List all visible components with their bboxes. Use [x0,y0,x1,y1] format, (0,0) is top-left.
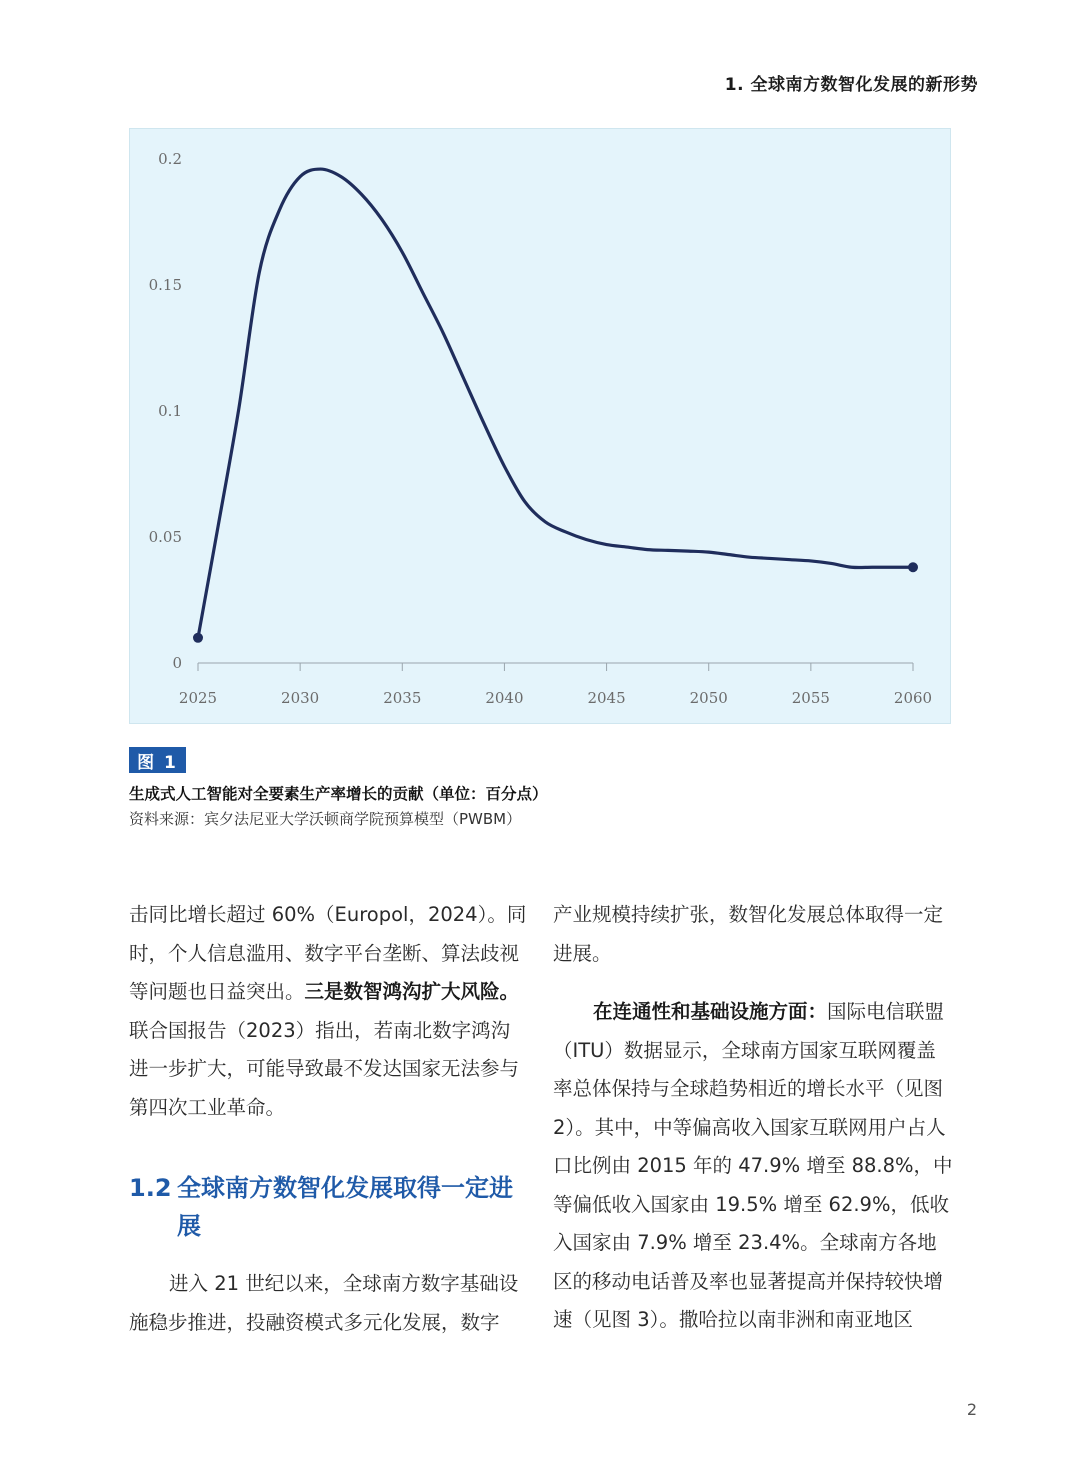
figure-title: 生成式人工智能对全要素生产率增长的贡献（单位：百分点） [129,785,548,803]
paragraph: 产业规模持续扩张，数智化发展总体取得一定进展。 [553,903,944,965]
paragraph [553,993,953,1340]
figure-source: 资料来源：宾夕法尼亚大学沃顿商学院预算模型（PWBM） [129,810,522,828]
x-tick-label: 2040 [485,689,524,707]
section-title: 全球南方数智化发展取得一定进展 [177,1174,513,1240]
x-tick-label: 2050 [689,689,728,707]
series-start-point [193,633,203,643]
x-tick-label: 2030 [281,689,320,707]
text-run: 联合国报告（2023）指出，若南北数字鸿沟进一步扩大，可能导致最不发达国家无法参与第四次工业革命。 [129,1018,520,1119]
x-tick-label: 2035 [383,689,422,707]
paragraph [129,896,529,1127]
running-head: 1. 全球南方数智化发展的新形势 [724,75,978,95]
x-tick-label: 2045 [587,689,626,707]
series-end-point [908,562,918,572]
text-run: 国际电信联盟（ITU）数据显示，全球南方国家互联网覆盖率总体保持与全球趋势相近的增长水平（见图 2）。其中，中等偏高收入国家互联网用户占人口比例由 2015 年的 47.9% 增至 88.8%，中等偏低收入国家由 19.5% 增至 62.9%，低收入国家由 7.9% 增至 23.4%。全球南方各地区的移动电话普及率也显著提高并保持较快增速（见图 3）。撒哈拉以南非洲和南亚地区 [553,1000,953,1331]
bold-text-run: 在连通性和基础设施方面： [593,1000,828,1023]
right-column [553,896,953,1340]
text-run: 击同比增长超过 60%（Europol，2024）。同时，个人信息滥用、数字平台垄断、算法歧视等问题也日益突出。 [129,903,527,1003]
y-tick-label: 0.2 [158,150,182,168]
section-heading [129,1169,529,1245]
y-tick-label: 0.1 [158,402,182,420]
page-number: 2 [966,1400,977,1419]
x-tick-label: 2025 [178,689,218,707]
y-tick-label: 0.05 [148,528,182,546]
y-tick-label: 0 [172,654,182,672]
series-line [198,169,913,638]
section-number: 1.2 [129,1174,172,1202]
figure-1-chart [129,128,951,724]
line-chart [130,129,952,725]
x-tick-label: 2055 [791,689,830,707]
paragraph: 进入 21 世纪以来，全球南方数字基础设施稳步推进，投融资模式多元化发展，数字 [129,1272,519,1334]
bold-text-run: 三是数智鸿沟扩大风险。 [304,980,520,1003]
figure-badge: 图 1 [129,747,186,773]
left-column [129,896,529,1342]
y-tick-label: 0.15 [148,276,182,294]
x-tick-label: 2060 [893,689,933,707]
